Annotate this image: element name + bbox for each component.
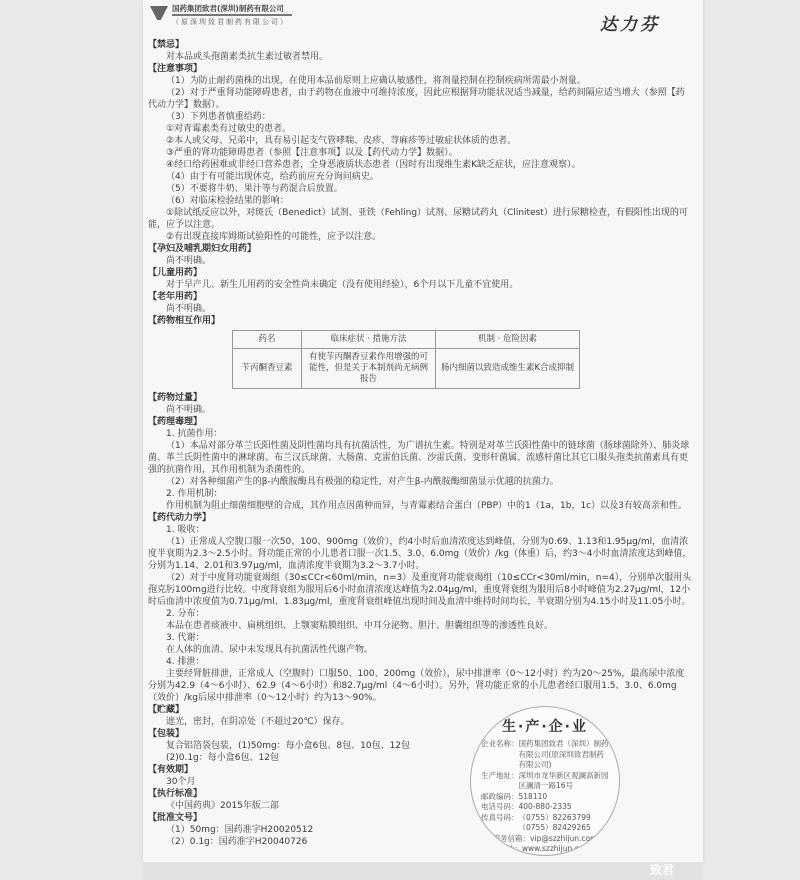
paragraph: 遮光，密封，在阴凉处（不超过20℃）保存。	[166, 717, 350, 727]
table-header-row	[233, 331, 580, 349]
section-heading: 【包装】	[148, 729, 185, 739]
manufacturer-value: 深圳市龙华新区观澜高新园区澜清一路16号	[518, 770, 609, 790]
section-heading: 【孕妇及哺乳期妇女用药】	[148, 244, 257, 254]
paragraph: 尚不明确。	[166, 405, 212, 415]
section-heading: 【禁忌】	[148, 40, 185, 50]
paragraph: （2）0.1g：国药准字H20040726	[166, 837, 308, 847]
paragraph: （3）下列患者慎重给药：	[166, 112, 271, 122]
section-heading: 【注意事项】	[148, 64, 203, 74]
paragraph: ④经口给药困难或非经口营养患者，全身恶液质状态患者（因时有出现维生素K缺乏症状，应注意观察）。	[166, 160, 581, 170]
paragraph: 4. 排泄：	[166, 657, 205, 667]
manufacturer-row	[481, 802, 611, 813]
section-heading: 【贮藏】	[148, 705, 185, 715]
paragraph: （5）不要将牛奶、果汁等与药混合后放置。	[166, 184, 343, 194]
paragraph: ①对青霉素类有过敏史的患者。	[166, 124, 292, 134]
paragraph: 作用机制为阻止细菌细胞壁的合成，其作用点因菌种而异，与青霉素结合蛋白（PBP）中的1（1a，1b，1c）以及3有较高亲和性。	[166, 501, 687, 511]
paragraph: （2）对于严重肾功能障碍患者，由于药物在血液中可维持浓度，因此应根据肾功能状况适当减量，给药间隔应适当增大（参照【药代动力学】数据）。	[148, 88, 685, 110]
company-former-name: （原深圳致君制药有限公司）	[172, 18, 289, 26]
paragraph: 30个月	[166, 777, 196, 787]
paragraph: (2)0.1g：每小盒6包、12包	[166, 753, 279, 763]
paragraph: 对本品或头孢菌素类抗生素过敏者禁用。	[166, 52, 329, 62]
paragraph: （1）50mg：国药准字H20020512	[166, 825, 314, 835]
company-logo	[150, 4, 292, 27]
paragraph: （2）对各种细菌产生的β-内酰胺酶具有极强的稳定性，对产生β-内酰胺酶细菌显示优越的抗菌力。	[166, 477, 559, 487]
brand-name: 达力芬	[600, 15, 660, 35]
interaction-table	[232, 330, 580, 389]
divider	[172, 14, 292, 16]
paragraph: 尚不明确。	[166, 256, 212, 266]
paragraph: 2. 作用机制：	[166, 489, 223, 499]
section-heading: 【药代动力学】	[148, 513, 212, 523]
manufacturer-label: 生产地址：	[481, 770, 519, 780]
paragraph: 3. 代谢：	[166, 633, 205, 643]
section-heading: 【批准文号】	[148, 813, 203, 823]
manufacturer-label: 邮政编码：	[481, 791, 519, 801]
paragraph: （1）正常成人空腹口服一次50、100、900mg（效价），约4小时后血清浓度达到峰值，分别为0.69、1.13和1.95μg/ml，血清浓度半衰期为2.3～2.5小时。肾功能正常的小儿患者口服一次1.5、3.0、6.0mg（效价）/kg（体重）后，约3～4小时血清浓度达到峰值，分别为1.14、2.01和3.97μg/ml，血清浓度半衰期为3.2～3.7小时。	[148, 537, 692, 571]
paragraph: 主要经肾脏排泄，正常成人（空腹时）口服50、100、200mg（效价），尿中排泄率（0～12小时）约为20～25%，最高尿中浓度分别为42.9（4～6小时）、62.9（4～6小时）和82.7μg/ml（4～6小时）。另外，肾功能正常的小儿患者经口服用1.5、3.0、6.0mg（效价）/kg后尿中排泄率（0～12小时）约为13～90%。	[148, 669, 685, 703]
paragraph: 本品在患者痰液中、扁桃组织、上颚窦粘膜组织、中耳分泌物、胆汁、胆囊组织等的渗透性良好。	[166, 621, 554, 631]
manufacturer-value: （0755）82263799 （0755）82429265	[518, 812, 591, 832]
section-heading: 【执行标准】	[148, 789, 203, 799]
watermark: 致君	[650, 863, 675, 877]
manufacturer-row	[481, 813, 611, 834]
section-heading: 【有效期】	[148, 765, 194, 775]
table-cell: 肠内细菌以致造成维生素K合成抑制	[436, 349, 580, 389]
paragraph: 1. 抗菌作用：	[166, 429, 223, 439]
section-heading: 【儿童用药】	[148, 268, 203, 278]
paragraph: 复合铝箔袋包装，(1)50mg：每小盒6包、8包、10包、12包	[166, 741, 411, 751]
manufacturer-label: 电话号码：	[481, 802, 519, 811]
paragraph: （2）对于中度肾功能衰竭组（30≤CCr<60ml/min，n=3）及重度肾功能衰竭组（10≤CCr<30ml/min，n=4），分别单次服用头孢克肟100mg进行比较。中度肾衰组为服用后6小时血清浓度达峰值为2.04μg/ml，重度肾衰组为服用后8小时峰值为2.27μg/ml，12小时后血清中浓度值为0.71μg/ml、1.83μg/ml，重度肾衰组峰值出现时间及血清中维持时间均长，半衰期分别为4.15小时及11.05小时。	[148, 573, 692, 607]
manufacturer-value: 国药集团致君（深圳）制药有限公司(原深圳致君制药有限公司)	[518, 739, 609, 769]
paragraph: 2. 分布：	[166, 609, 205, 619]
paragraph: ①除试纸反应以外，对斑氏（Benedict）试剂、亚铁（Fehling）试剂、尿糖试药丸（Clinitest）进行尿糖检查，有假阳性出现的可能，应予以注意。	[148, 208, 688, 230]
section-heading: 【老年用药】	[148, 292, 203, 302]
paragraph: 《中国药典》2015年版二部	[166, 801, 279, 811]
insert-content	[148, 39, 693, 856]
paragraph: 在人体的血清、尿中未发现具有抗菌活性代谢产物。	[166, 645, 374, 655]
paragraph: 对于早产儿、新生儿用药的安全性尚未确定（没有使用经验），6个月以下儿童不宜使用。	[166, 280, 519, 290]
manufacturer-label: 企业名称：	[481, 739, 519, 748]
manufacturer-row	[481, 771, 611, 792]
manufacturer-email: 服务信箱：vip@szzhijun.com	[492, 833, 598, 843]
company-name: 国药集团致君(深圳)制药有限公司	[172, 4, 284, 13]
table-header-cell: 机制 · 危险因素	[436, 331, 580, 349]
logo-icon	[150, 6, 168, 20]
paragraph: （1）为防止耐药菌株的出现，在使用本品前原则上应确认敏感性，将剂量控制在控制疾病所需最小剂量。	[166, 76, 586, 86]
paragraph: ②本人或父母、兄弟中，具有易引起支气管哮喘、皮疹、荨麻疹等过敏症状体质的患者。	[166, 136, 517, 146]
manufacturer-value: 400-880-2335	[518, 802, 572, 811]
manufacturer-value: 518110	[518, 791, 548, 801]
table-cell: 有使苄丙酮香豆素作用增强的可能性，但是关于本制剂尚无病例报告	[302, 349, 436, 389]
table-row	[233, 349, 580, 389]
manufacturer-row	[481, 792, 611, 803]
paragraph: ②有出现直接库姆斯试验阳性的可能性，应予以注意。	[166, 232, 382, 242]
manufacturer-label: 传真号码：	[481, 812, 519, 822]
manufacturer-website: 网址：www.szzhijun.com	[499, 844, 591, 853]
paragraph: 1. 吸收：	[166, 525, 205, 535]
table-header-cell: 临床症状 · 措施方法	[302, 331, 436, 349]
manufacturer-info	[470, 706, 620, 856]
section-heading: 【药物相互作用】	[148, 316, 221, 326]
table-cell: 苄丙酮香豆素	[233, 349, 302, 389]
bottom-band	[143, 862, 703, 880]
manufacturer-row	[481, 739, 611, 771]
section-heading: 【药理毒理】	[148, 417, 203, 427]
paragraph: （4）由于有可能出现休克，给药前应充分询问病史。	[166, 172, 379, 182]
paragraph: 尚不明确。	[166, 304, 212, 314]
paragraph: （6）对临床检验结果的影响：	[166, 196, 289, 206]
paragraph: ③严重的肾功能障碍患者（参照【注意事项】以及【药代动力学】数据）。	[166, 148, 458, 158]
manufacturer-title: 生·产·企·业	[502, 719, 588, 735]
table-header-cell: 药名	[233, 331, 302, 349]
paragraph: （1）本品对部分革兰氏阳性菌及阴性菌均具有抗菌活性，为广谱抗生素。特别是对革兰氏阳性菌中的链球菌（肠球菌除外）、肺炎球菌、革兰氏阴性菌中的淋球菌、布兰汉氏球菌、大肠菌、克雷伯氏菌、沙雷氏菌、变形杆菌属、流感杆菌比其它口服头孢类抗菌素具有更强的抗菌作用，其作用机制为杀菌性的。	[148, 441, 690, 475]
section-heading: 【药物过量】	[148, 393, 203, 403]
